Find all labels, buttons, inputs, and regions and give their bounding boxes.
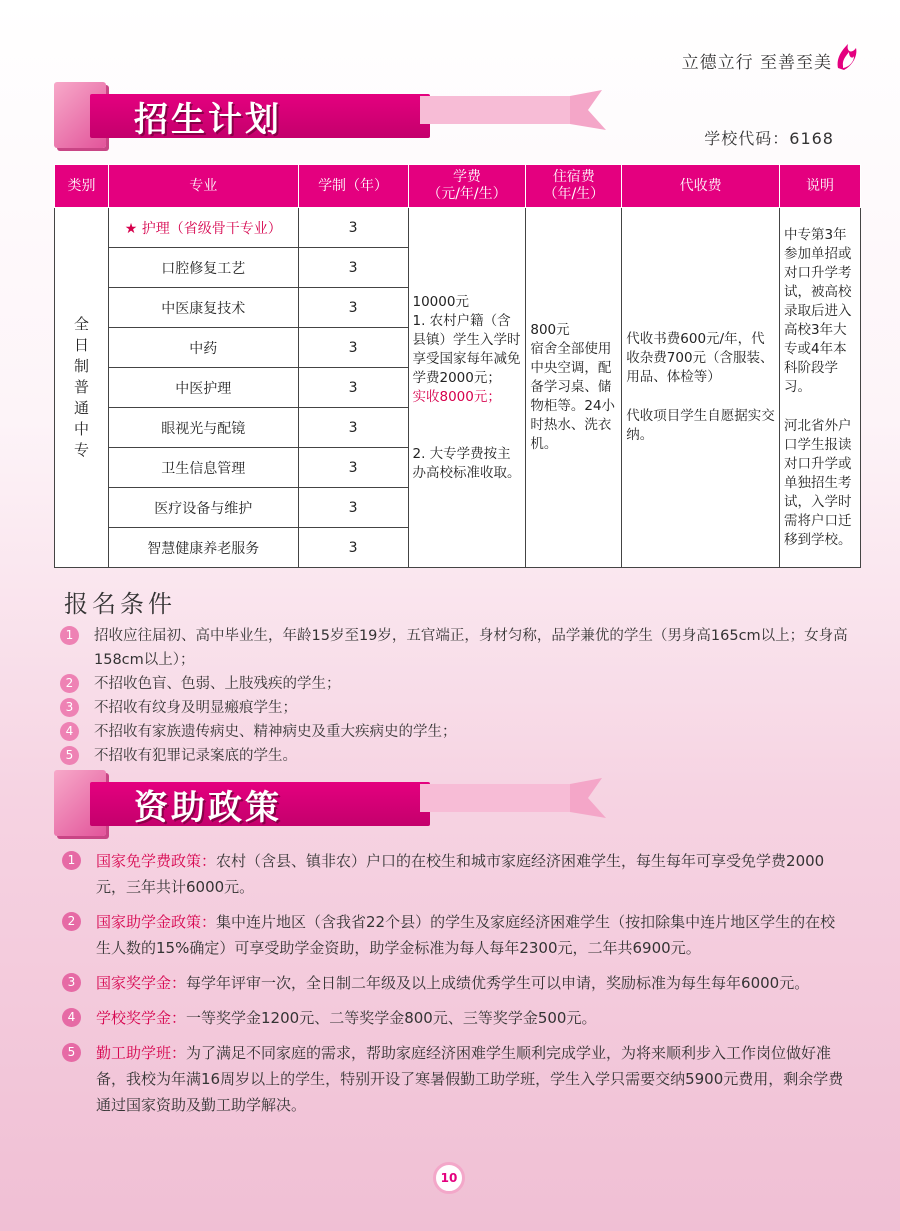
- number-badge: 3: [62, 973, 81, 992]
- col-header-notes: 说明: [780, 165, 861, 208]
- col-header-years: 学制（年）: [298, 165, 408, 208]
- notes-outside: 河北省外户口学生报读对口升学或单独招生考试，入学时需将户口迁移到学校。: [784, 417, 852, 548]
- major-name: 护理（省级骨干专业）: [141, 220, 282, 237]
- table-header-row: [55, 165, 861, 208]
- col-header-lodging: 住宿费 （年/生）: [526, 165, 622, 208]
- tuition-text: 10000元 1. 农村户籍（含县镇）学生入学时享受国家每年减免学费2000元；: [412, 293, 521, 386]
- section-title: 招生计划: [134, 100, 282, 140]
- col-header-tuition: 学费 （元/年/生）: [408, 165, 526, 208]
- major-cell: 口腔修复工艺: [108, 248, 298, 288]
- school-motto: 立德立行 至善至美: [681, 53, 832, 73]
- number-badge: 1: [62, 851, 81, 870]
- policy-title: 国家助学金政策：: [96, 913, 217, 931]
- years-cell: 3: [298, 528, 408, 568]
- list-item: [62, 1005, 846, 1031]
- fees-voluntary: 代收项目学生自愿据实交纳。: [626, 408, 775, 443]
- star-icon: ★: [124, 220, 138, 237]
- school-code: 学校代码：6168: [704, 129, 834, 148]
- condition-text: 不招收有家族遗传病史、精神病史及重大疾病史的学生；: [94, 724, 457, 740]
- tuition-college: 2. 大专学费按主办高校标准收取。: [412, 445, 521, 481]
- number-badge: 5: [60, 746, 79, 765]
- page-number: 10: [433, 1162, 465, 1194]
- tuition-actual: 实收8000元；: [412, 388, 501, 405]
- conditions-list: [60, 624, 850, 768]
- policy-text: 一等奖学金1200元、二等奖学金800元、三等奖学金500元。: [186, 1009, 597, 1027]
- years-cell: 3: [298, 208, 408, 248]
- notes-text: 中专第3年参加单招或对口升学考试，被高校录取后进入高校3年大专或4年本科阶段学习。: [784, 226, 852, 395]
- col-header-fees: 代收费: [622, 165, 780, 208]
- number-badge: 4: [62, 1008, 81, 1027]
- list-item: [62, 1040, 846, 1118]
- major-cell: 中医护理: [108, 368, 298, 408]
- years-cell: 3: [298, 408, 408, 448]
- condition-text: 招收应往届初、高中毕业生，年龄15岁至19岁，五官端正，身材匀称，品学兼优的学生（男身高165cm以上；女身高158cm以上）；: [94, 628, 848, 668]
- fees-text: 代收书费600元/年，代收杂费700元（含服装、用品、体检等）: [626, 331, 774, 385]
- enrollment-plan-table: [54, 164, 861, 568]
- policy-title: 勤工助学班：: [96, 1044, 187, 1062]
- list-item: [62, 970, 846, 996]
- list-item: [60, 696, 850, 720]
- col-header-category: 类别: [55, 165, 109, 208]
- condition-text: 不招收有纹身及明显瘢痕学生；: [94, 700, 297, 716]
- section-title: 资助政策: [134, 788, 282, 828]
- financial-aid-banner: [54, 770, 574, 836]
- policy-text: 每学年评审一次，全日制二年级及以上成绩优秀学生可以申请，奖励标准为每生每年6000元。: [186, 974, 810, 992]
- major-cell: [108, 208, 298, 248]
- major-cell: 卫生信息管理: [108, 448, 298, 488]
- condition-text: 不招收色盲、色弱、上肢残疾的学生；: [94, 676, 341, 692]
- school-logo-icon: [834, 40, 860, 72]
- years-cell: 3: [298, 248, 408, 288]
- years-cell: 3: [298, 288, 408, 328]
- number-badge: 5: [62, 1043, 81, 1062]
- tuition-cell: [408, 208, 526, 568]
- policy-title: 学校奖学金：: [96, 1009, 187, 1027]
- category-cell: 全 日 制 普 通 中 专: [55, 208, 109, 568]
- major-cell: 眼视光与配镜: [108, 408, 298, 448]
- major-cell: 智慧健康养老服务: [108, 528, 298, 568]
- policy-title: 国家奖学金：: [96, 974, 187, 992]
- list-item: [60, 744, 850, 768]
- number-badge: 2: [62, 912, 81, 931]
- years-cell: 3: [298, 328, 408, 368]
- major-cell: 医疗设备与维护: [108, 488, 298, 528]
- table-row: [55, 208, 861, 248]
- list-item: [60, 672, 850, 696]
- number-badge: 1: [60, 626, 79, 645]
- fees-cell: [622, 208, 780, 568]
- policy-title: 国家免学费政策：: [96, 852, 217, 870]
- notes-cell: [780, 208, 861, 568]
- major-cell: 中医康复技术: [108, 288, 298, 328]
- conditions-title: 报名条件: [64, 590, 176, 618]
- list-item: [60, 624, 850, 672]
- years-cell: 3: [298, 448, 408, 488]
- list-item: [62, 909, 846, 961]
- number-badge: 4: [60, 722, 79, 741]
- ribbon-icon: [420, 88, 610, 144]
- number-badge: 3: [60, 698, 79, 717]
- lodging-cell: 800元 宿舍全部使用中央空调，配备学习桌、储物柜等。24小时热水、洗衣机。: [526, 208, 622, 568]
- policy-text: 集中连片地区（含我省22个县）的学生及家庭经济困难学生（按扣除集中连片地区学生的在校生人数的15%确定）可享受助学金资助，助学金标准为每人每年2300元，二年共6900元。: [96, 913, 836, 957]
- policy-list: [62, 848, 846, 1127]
- major-cell: 中药: [108, 328, 298, 368]
- enrollment-plan-banner: [54, 82, 574, 148]
- number-badge: 2: [60, 674, 79, 693]
- policy-text: 为了满足不同家庭的需求，帮助家庭经济困难学生顺利完成学业，为将来顺利步入工作岗位做好准备，我校为年满16周岁以上的学生，特别开设了寒暑假勤工助学班，学生入学只需要交纳5900元费用，剩余学费通过国家资助及勤工助学解决。: [96, 1044, 844, 1114]
- years-cell: 3: [298, 368, 408, 408]
- col-header-major: 专业: [108, 165, 298, 208]
- list-item: [60, 720, 850, 744]
- policy-text: 农村（含县、镇非农）户口的在校生和城市家庭经济困难学生，每生每年可享受免学费2000元，三年共计6000元。: [96, 852, 825, 896]
- condition-text: 不招收有犯罪记录案底的学生。: [94, 748, 297, 764]
- years-cell: 3: [298, 488, 408, 528]
- list-item: [62, 848, 846, 900]
- ribbon-icon: [420, 776, 610, 832]
